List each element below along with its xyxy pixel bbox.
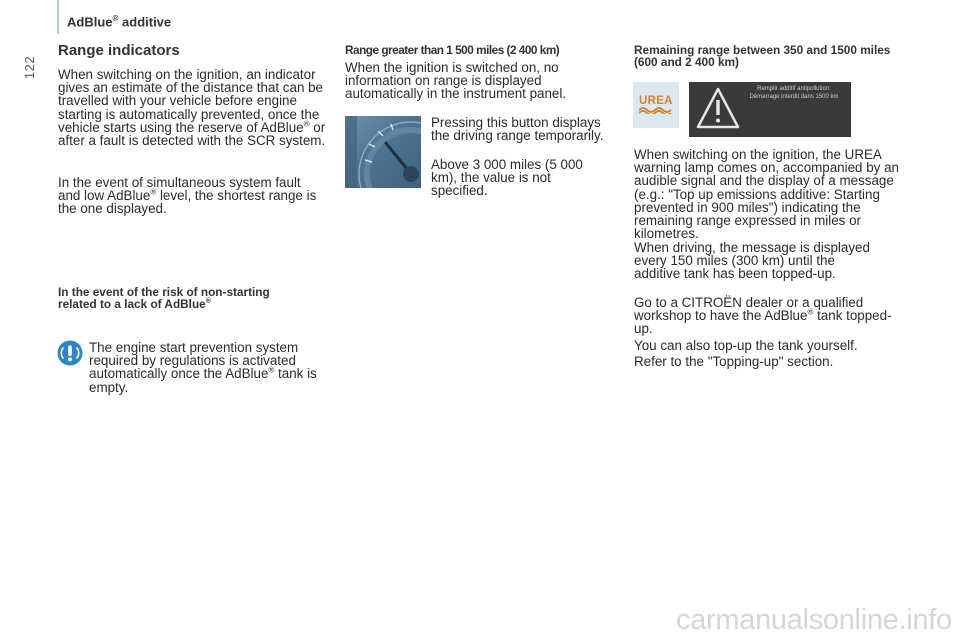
watermark-text: carmanualsonline.info	[676, 604, 952, 636]
page-header: AdBlue® additive	[67, 14, 172, 30]
subheading-range-greater: Range greater than 1 500 miles (2 400 km)	[345, 43, 560, 57]
warning-exclamation-icon	[57, 340, 83, 366]
display-message-text: Remplir additif antipollution: Démarrage interdit dans 1500 km	[749, 86, 839, 100]
paragraph-above-3000: Above 3 000 miles (5 000 km), the value is not specified.	[431, 157, 583, 199]
paragraph-urea-lamp-on: When switching on the ignition, the UREA warning lamp comes on, accompanied by an audible signal and the display of a message (e.g.: "Top up emissions additive: Starting prevented in 900 miles") indicating the remaining range expressed in miles or kilometres.	[634, 147, 899, 242]
section-title-range-indicators: Range indicators	[58, 42, 180, 59]
subheading-remaining-range: Remaining range between 350 and 1500 miles (600 and 2 400 km)	[634, 43, 891, 70]
paragraph-simultaneous-fault: In the event of simultaneous system fault and low AdBlue® level, the shortest range is the one displayed.	[58, 175, 317, 217]
header-accent-line	[57, 0, 59, 34]
instrument-panel-image	[345, 116, 421, 188]
paragraph-refer-topping-up: Refer to the "Topping-up" section.	[634, 354, 834, 369]
paragraph-message-every-150: When driving, the message is displayed every 150 miles (300 km) until the additive tank has been topped-up.	[634, 240, 870, 282]
paragraph-range-estimate: When switching on the ignition, an indicator gives an estimate of the distance that can be travelled with your vehicle before engine starting is automatically prevented, once the vehicle starts using the reserve of AdBlue® or after a fault is detected with the SCR system.	[58, 67, 326, 149]
paragraph-top-up-yourself: You can also top-up the tank yourself.	[634, 338, 858, 353]
page-number: 122	[22, 55, 38, 80]
subheading-non-starting-risk: In the event of the risk of non-starting related to a lack of AdBlue®	[58, 285, 270, 312]
paragraph-pressing-button: Pressing this button displays the driving range temporarily.	[431, 115, 604, 144]
urea-label: UREA	[639, 95, 673, 114]
paragraph-citroen-dealer: Go to a CITROËN dealer or a qualified workshop to have the AdBlue® tank topped-up.	[634, 295, 892, 337]
warning-engine-start-prevention: The engine start prevention system required by regulations is activated automatically once the AdBlue® tank is empty.	[89, 340, 317, 395]
paragraph-no-information: When the ignition is switched on, no information on range is displayed automatically in the instrument panel.	[345, 60, 567, 102]
